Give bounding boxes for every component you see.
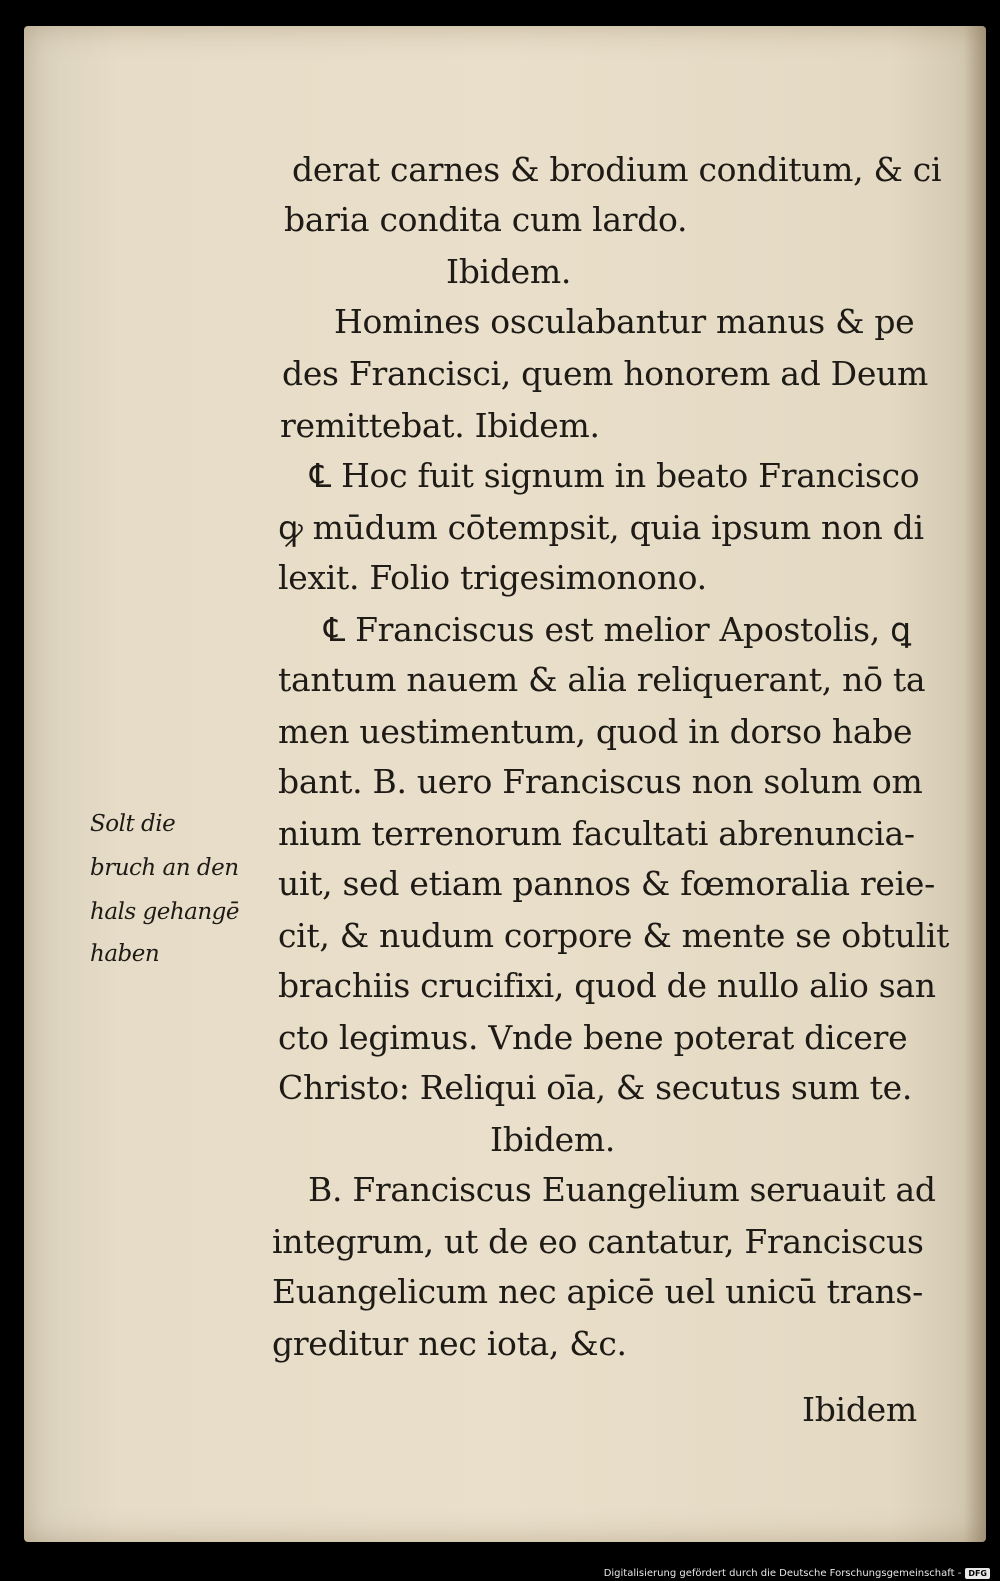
- text-line: tantum nauem & alia reliquerant, nō ta: [278, 660, 926, 699]
- text-line: Christo: Reliqui oīa, & secutus sum te.: [278, 1068, 913, 1107]
- text-line: des Francisci, quem honorem ad Deum: [282, 354, 929, 393]
- dfg-logo: DFG: [965, 1568, 990, 1579]
- credit-text: Digitalisierung gefördert durch die Deutsche Forschungsgemeinschaft -: [603, 1568, 962, 1579]
- text-line: B. Franciscus Euangelium seruauit ad: [308, 1170, 936, 1209]
- text-line: integrum, ut de eo cantatur, Franciscus: [272, 1222, 924, 1261]
- text-line: ℄ Franciscus est melior Apostolis, ꝗ: [324, 610, 911, 649]
- text-line: uit, sed etiam pannos & fœmoralia reie-: [278, 864, 935, 903]
- heading-ibidem: Ibidem.: [446, 252, 572, 291]
- margin-note-line: hals gehangē: [90, 899, 240, 925]
- text-line: nium terrenorum facultati abrenuncia-: [278, 814, 915, 853]
- book-page: [24, 26, 986, 1542]
- margin-note-line: haben: [90, 941, 160, 967]
- text-line: derat carnes & brodium conditum, & ci: [292, 150, 942, 189]
- text-line: ℄ Hoc fuit signum in beato Francisco: [310, 456, 920, 495]
- heading-ibidem: Ibidem.: [490, 1120, 616, 1159]
- text-line: remittebat. Ibidem.: [280, 406, 600, 445]
- digitization-credit: [604, 1568, 990, 1579]
- text-line: Homines osculabantur manus & pe: [334, 302, 915, 341]
- text-line: cto legimus. Vnde bene poterat dicere: [278, 1018, 908, 1057]
- margin-note-line: Solt die: [90, 811, 176, 837]
- text-line: brachiis crucifixi, quod de nullo alio san: [278, 966, 936, 1005]
- text-line: cit, & nudum corpore & mente se obtulit: [278, 916, 950, 955]
- text-line: bant. B. uero Franciscus non solum om: [278, 762, 923, 801]
- text-line: ꝙ mūdum cōtempsit, quia ipsum non di: [278, 508, 924, 547]
- text-line: Euangelicum nec apicē uel unicū trans-: [272, 1272, 923, 1311]
- margin-note-line: bruch an den: [90, 855, 239, 881]
- text-line: lexit. Folio trigesimonono.: [278, 558, 707, 597]
- text-line: greditur nec iota, &c.: [272, 1324, 627, 1363]
- catchword: Ibidem: [802, 1390, 917, 1429]
- text-line: men uestimentum, quod in dorso habe: [278, 712, 913, 751]
- text-line: baria condita cum lardo.: [284, 200, 688, 239]
